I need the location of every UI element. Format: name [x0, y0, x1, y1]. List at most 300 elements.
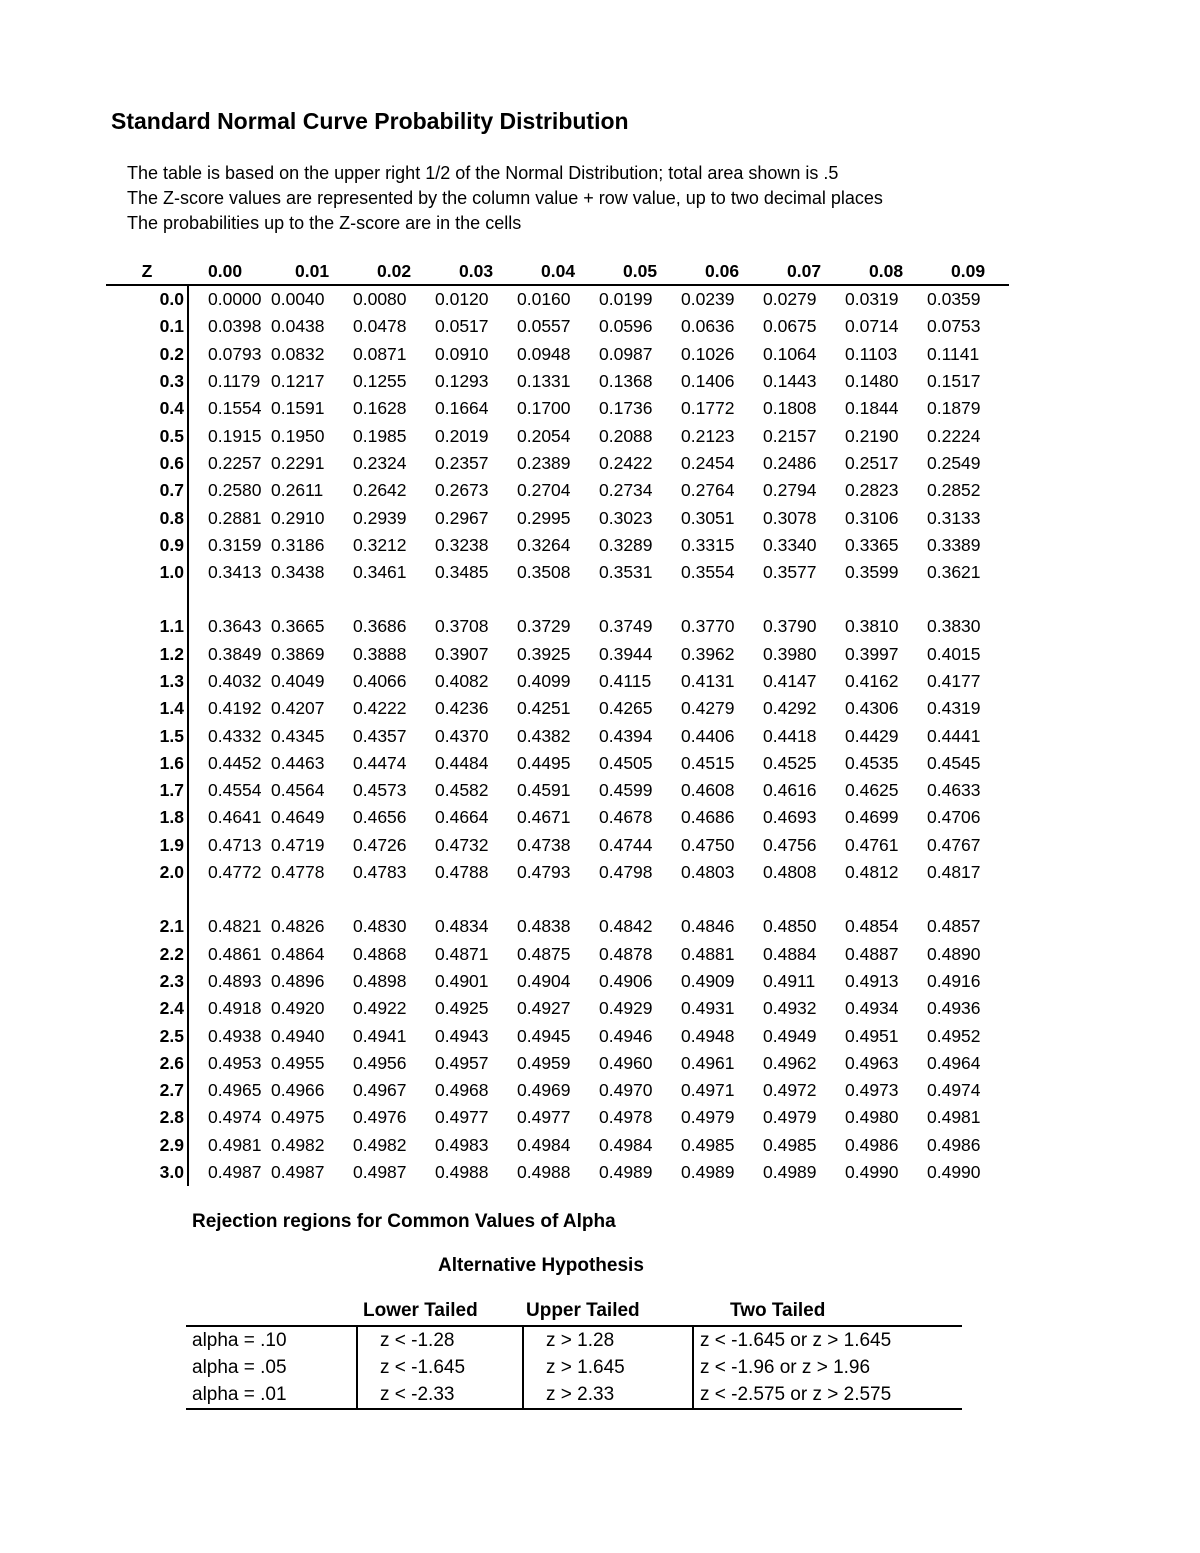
probability-cell: 0.4767: [927, 834, 981, 855]
z-table-row: [106, 504, 1009, 531]
probability-cell: [188, 586, 271, 613]
probability-cell: 0.4842: [599, 916, 653, 937]
probability-cell: 0.4732: [435, 834, 489, 855]
probability-cell: 0.4984: [517, 1134, 571, 1155]
probability-cell: 0.0753: [927, 316, 981, 337]
probability-cell: 0.4131: [681, 671, 735, 691]
probability-cell: 0.3289: [599, 534, 653, 555]
probability-cell: 0.4936: [927, 998, 981, 1019]
probability-cell: 0.1517: [927, 371, 981, 392]
probability-cell: 0.4015: [927, 643, 981, 664]
column-header: 0.06: [705, 260, 740, 281]
z-row-label: 1.3: [106, 668, 188, 695]
probability-cell: 0.4463: [271, 752, 325, 773]
probability-cell: 0.1950: [271, 425, 325, 446]
probability-cell: 0.2673: [435, 480, 489, 501]
z-table-row: [106, 941, 1009, 968]
probability-cell: 0.3554: [681, 562, 735, 583]
probability-cell: 0.1026: [681, 343, 735, 364]
probability-cell: 0.2454: [681, 452, 735, 473]
probability-cell: 0.0199: [599, 289, 653, 310]
probability-cell: 0.1879: [927, 398, 981, 419]
probability-cell: 0.4066: [353, 671, 407, 691]
probability-cell: 0.3078: [763, 507, 817, 528]
z-table-row: [106, 641, 1009, 668]
rejection-row: [186, 1326, 962, 1354]
description-line: The Z-score values are represented by the column value + row value, up to two decimal places: [127, 188, 883, 208]
probability-cell: 0.4772: [208, 862, 262, 883]
probability-cell: 0.4987: [353, 1162, 407, 1183]
probability-cell: 0.1664: [435, 398, 489, 419]
probability-cell: 0.4987: [208, 1162, 262, 1183]
z-table-row: [106, 1022, 1009, 1049]
probability-cell: 0.4896: [271, 970, 325, 991]
probability-cell: 0.4881: [681, 943, 735, 964]
probability-cell: 0.1700: [517, 398, 571, 419]
probability-cell: 0.4429: [845, 725, 899, 746]
probability-cell: 0.4878: [599, 943, 653, 964]
probability-cell: [435, 586, 517, 613]
probability-cell: 0.1915: [208, 425, 262, 446]
probability-cell: 0.0080: [353, 289, 407, 310]
probability-cell: 0.4971: [681, 1080, 735, 1101]
probability-cell: 0.3749: [599, 616, 653, 637]
probability-cell: 0.0948: [517, 343, 571, 364]
z-row-label: 0.9: [106, 532, 188, 559]
z-table-header-row: [106, 258, 1009, 285]
probability-cell: 0.2967: [435, 507, 489, 528]
z-table-row: [106, 1159, 1009, 1186]
probability-cell: 0.4978: [599, 1107, 653, 1128]
probability-cell: 0.4982: [271, 1134, 325, 1155]
probability-cell: 0.4986: [845, 1134, 899, 1155]
z-table-row: [106, 968, 1009, 995]
probability-cell: 0.0793: [208, 343, 262, 364]
probability-cell: 0.0675: [763, 316, 817, 337]
two-tailed-cell: z < -2.575 or z > 2.575: [693, 1381, 962, 1409]
z-row-label: 1.4: [106, 695, 188, 722]
probability-cell: 0.3708: [435, 616, 489, 637]
probability-cell: 0.3888: [353, 643, 407, 664]
probability-cell: 0.3577: [763, 562, 817, 583]
probability-cell: 0.4649: [271, 807, 325, 828]
z-row-label: 1.1: [106, 613, 188, 640]
probability-cell: 0.4988: [517, 1162, 571, 1183]
two-tailed-cell: z < -1.645 or z > 1.645: [693, 1326, 962, 1354]
probability-cell: 0.2123: [681, 425, 735, 446]
probability-cell: 0.0438: [271, 316, 325, 337]
probability-cell: 0.2190: [845, 425, 899, 446]
probability-cell: 0.3485: [435, 562, 489, 583]
probability-cell: 0.0040: [271, 289, 325, 310]
z-row-label: 1.0: [106, 559, 188, 586]
probability-cell: 0.4977: [435, 1107, 489, 1128]
column-header: 0.07: [787, 260, 822, 281]
probability-cell: 0.2580: [208, 480, 262, 501]
probability-cell: 0.1844: [845, 398, 899, 419]
probability-cell: [927, 586, 1009, 613]
probability-cell: 0.4931: [681, 998, 735, 1019]
probability-cell: 0.4693: [763, 807, 817, 828]
probability-cell: 0.1772: [681, 398, 735, 419]
probability-cell: 0.1179: [208, 371, 261, 392]
probability-cell: 0.4798: [599, 862, 653, 883]
probability-cell: 0.4192: [208, 698, 262, 719]
probability-cell: 0.3238: [435, 534, 489, 555]
probability-cell: 0.3508: [517, 562, 571, 583]
probability-cell: 0.4986: [927, 1134, 981, 1155]
z-row-label: 0.7: [106, 477, 188, 504]
column-header: 0.05: [623, 260, 658, 281]
probability-cell: 0.4222: [353, 698, 407, 719]
rejection-header-blank: [186, 1297, 357, 1326]
probability-cell: 0.4599: [599, 780, 653, 801]
probability-cell: 0.3686: [353, 616, 407, 637]
probability-cell: 0.3997: [845, 643, 899, 664]
alpha-label: alpha = .05: [192, 1356, 287, 1378]
probability-cell: 0.4686: [681, 807, 735, 828]
probability-cell: 0.4177: [927, 671, 981, 691]
probability-cell: 0.0279: [763, 289, 817, 310]
probability-cell: 0.3665: [271, 616, 325, 637]
probability-cell: 0.4817: [927, 862, 981, 883]
probability-cell: 0.4927: [517, 998, 571, 1019]
probability-cell: 0.4938: [208, 1025, 262, 1046]
probability-cell: 0.4979: [681, 1107, 735, 1128]
probability-cell: 0.0832: [271, 343, 325, 364]
probability-cell: 0.4973: [845, 1080, 899, 1101]
probability-cell: 0.4821: [208, 916, 262, 937]
probability-cell: 0.4904: [517, 970, 571, 991]
alpha-label: alpha = .10: [192, 1329, 287, 1351]
probability-cell: 0.4953: [208, 1052, 262, 1073]
probability-cell: 0.4251: [517, 698, 571, 719]
probability-cell: 0.4846: [681, 916, 735, 937]
probability-cell: 0.4977: [517, 1107, 571, 1128]
probability-cell: 0.4940: [271, 1025, 325, 1046]
probability-cell: 0.4738: [517, 834, 571, 855]
probability-cell: 0.4964: [927, 1052, 981, 1073]
column-header: 0.04: [541, 260, 576, 281]
z-row-label: 0.6: [106, 450, 188, 477]
probability-cell: 0.4989: [681, 1162, 735, 1183]
probability-cell: 0.0239: [681, 289, 735, 310]
probability-cell: 0.2224: [927, 425, 981, 446]
z-table-row: [106, 285, 1009, 313]
probability-cell: 0.4406: [681, 725, 735, 746]
probability-cell: 0.1628: [353, 398, 407, 419]
probability-cell: 0.4898: [353, 970, 407, 991]
z-row-label: 2.6: [106, 1050, 188, 1077]
z-table-row: [106, 450, 1009, 477]
probability-cell: 0.0596: [599, 316, 653, 337]
probability-cell: 0.2910: [271, 507, 325, 528]
probability-cell: 0.4783: [353, 862, 407, 883]
upper-tailed-cell: z > 1.645: [523, 1354, 693, 1381]
z-row-label: 1.7: [106, 777, 188, 804]
probability-cell: 0.4664: [435, 807, 489, 828]
probability-cell: 0.1736: [599, 398, 653, 419]
probability-cell: 0.4756: [763, 834, 817, 855]
probability-cell: 0.4082: [435, 671, 489, 691]
z-table-row: [106, 722, 1009, 749]
probability-cell: 0.4778: [271, 862, 325, 883]
z-table-row: [106, 1077, 1009, 1104]
probability-cell: 0.4452: [208, 752, 262, 773]
probability-cell: 0.4750: [681, 834, 735, 855]
probability-cell: 0.4925: [435, 998, 489, 1019]
probability-cell: 0.2157: [763, 425, 817, 446]
z-table-row: [106, 1104, 1009, 1131]
probability-cell: 0.3810: [845, 616, 899, 637]
probability-cell: [599, 886, 681, 913]
probability-cell: 0.2642: [353, 480, 407, 501]
rejection-row: [186, 1381, 962, 1409]
z-table-row: [106, 695, 1009, 722]
z-table-row: [106, 668, 1009, 695]
probability-cell: 0.4989: [599, 1162, 653, 1183]
probability-cell: 0.4306: [845, 698, 899, 719]
probability-cell: 0.4989: [763, 1162, 817, 1183]
probability-cell: 0.4920: [271, 998, 325, 1019]
probability-cell: 0.4946: [599, 1025, 653, 1046]
probability-cell: 0.4515: [681, 752, 735, 773]
probability-cell: 0.2734: [599, 480, 653, 501]
probability-cell: 0.2794: [763, 480, 817, 501]
description-line: The table is based on the upper right 1/2 of the Normal Distribution; total area shown is .5: [127, 163, 839, 183]
probability-cell: 0.4484: [435, 752, 489, 773]
probability-cell: 0.4966: [271, 1080, 325, 1101]
probability-cell: 0.4049: [271, 671, 325, 691]
probability-cell: [271, 586, 353, 613]
probability-cell: 0.4957: [435, 1052, 489, 1073]
z-row-label: 2.0: [106, 859, 188, 886]
probability-cell: 0.2088: [599, 425, 653, 446]
probability-cell: 0.3849: [208, 643, 262, 664]
probability-cell: 0.4974: [927, 1080, 981, 1101]
probability-cell: 0.4744: [599, 834, 653, 855]
z-table-spacer-row: [106, 886, 1009, 913]
probability-cell: 0.0359: [927, 289, 981, 310]
probability-cell: 0.2517: [845, 452, 899, 473]
probability-cell: 0.4147: [763, 671, 817, 691]
probability-cell: 0.4918: [208, 998, 262, 1019]
probability-cell: 0.4887: [845, 943, 899, 964]
probability-cell: 0.0517: [435, 316, 489, 337]
probability-cell: 0.4949: [763, 1025, 817, 1046]
probability-cell: 0.4608: [681, 780, 735, 801]
probability-cell: [845, 886, 927, 913]
z-table-row: [106, 750, 1009, 777]
rejection-row: [186, 1354, 962, 1381]
probability-cell: 0.4911: [763, 970, 816, 991]
probability-cell: 0.4906: [599, 970, 653, 991]
probability-cell: 0.4812: [845, 862, 899, 883]
z-row-label: [106, 886, 188, 913]
probability-cell: 0.2291: [271, 452, 325, 473]
rejection-title: Rejection regions for Common Values of Alpha: [192, 1211, 616, 1232]
z-row-label: 2.4: [106, 995, 188, 1022]
probability-cell: 0.1985: [353, 425, 407, 446]
upper-tailed-cell: z > 2.33: [523, 1381, 693, 1409]
probability-cell: 0.4922: [353, 998, 407, 1019]
probability-cell: 0.4981: [208, 1134, 262, 1155]
probability-cell: 0.4726: [353, 834, 407, 855]
probability-cell: 0.3729: [517, 616, 571, 637]
z-table-row: [106, 422, 1009, 449]
probability-cell: 0.4972: [763, 1080, 817, 1101]
upper-tailed-cell: z > 1.28: [523, 1326, 693, 1354]
probability-cell: 0.4968: [435, 1080, 489, 1101]
description: [127, 161, 883, 236]
probability-cell: 0.3340: [763, 534, 817, 555]
probability-cell: 0.4788: [435, 862, 489, 883]
probability-cell: [681, 886, 763, 913]
probability-cell: 0.4985: [681, 1134, 735, 1155]
probability-cell: 0.4591: [517, 780, 571, 801]
z-row-label: 1.9: [106, 832, 188, 859]
probability-cell: 0.4974: [208, 1107, 262, 1128]
probability-cell: 0.4955: [271, 1052, 325, 1073]
probability-cell: 0.4292: [763, 698, 817, 719]
probability-cell: 0.4934: [845, 998, 899, 1019]
lower-tailed-cell: z < -1.28: [357, 1326, 523, 1354]
probability-cell: 0.3461: [353, 562, 407, 583]
probability-cell: 0.4357: [353, 725, 407, 746]
z-row-label: [106, 586, 188, 613]
probability-cell: 0.4959: [517, 1052, 571, 1073]
probability-cell: 0.3051: [681, 507, 735, 528]
z-table-row: [106, 995, 1009, 1022]
z-row-label: 0.5: [106, 422, 188, 449]
probability-cell: 0.0000: [208, 289, 262, 310]
probability-cell: [517, 586, 599, 613]
z-table-row: [106, 1132, 1009, 1159]
z-row-label: 2.3: [106, 968, 188, 995]
probability-cell: 0.3133: [927, 507, 981, 528]
column-header: 0.01: [295, 260, 330, 281]
probability-cell: 0.2852: [927, 480, 981, 501]
probability-cell: 0.4982: [353, 1134, 407, 1155]
z-table-row: [106, 532, 1009, 559]
probability-cell: 0.2357: [435, 452, 489, 473]
probability-cell: 0.4332: [208, 725, 262, 746]
probability-cell: 0.4582: [435, 780, 489, 801]
probability-cell: 0.4115: [599, 671, 652, 691]
probability-cell: 0.4951: [845, 1025, 899, 1046]
probability-cell: 0.3365: [845, 534, 899, 555]
probability-cell: 0.4875: [517, 943, 571, 964]
header-lower-tailed: Lower Tailed: [363, 1300, 478, 1321]
z-table-row: [106, 341, 1009, 368]
probability-cell: 0.4983: [435, 1134, 489, 1155]
probability-cell: 0.1368: [599, 371, 653, 392]
probability-cell: 0.4976: [353, 1107, 407, 1128]
probability-cell: 0.4988: [435, 1162, 489, 1183]
probability-cell: 0.2324: [353, 452, 407, 473]
probability-cell: 0.4761: [845, 834, 899, 855]
probability-cell: 0.0160: [517, 289, 571, 310]
z-row-label: 0.0: [106, 285, 188, 313]
probability-cell: 0.4699: [845, 807, 899, 828]
probability-cell: 0.4808: [763, 862, 817, 883]
probability-cell: 0.1217: [271, 371, 325, 392]
probability-cell: 0.4678: [599, 807, 653, 828]
probability-cell: 0.3643: [208, 616, 262, 637]
probability-cell: 0.4573: [353, 780, 407, 801]
probability-cell: 0.3023: [599, 507, 653, 528]
probability-cell: 0.1293: [435, 371, 489, 392]
z-row-label: 2.9: [106, 1132, 188, 1159]
probability-cell: 0.4884: [763, 943, 817, 964]
probability-cell: 0.3186: [271, 534, 325, 555]
probability-cell: 0.2704: [517, 480, 571, 501]
z-row-label: 3.0: [106, 1159, 188, 1186]
probability-cell: 0.4265: [599, 698, 653, 719]
z-table-row: [106, 1050, 1009, 1077]
probability-cell: 0.2611: [271, 480, 324, 501]
probability-cell: 0.4969: [517, 1080, 571, 1101]
probability-cell: 0.2881: [208, 507, 262, 528]
probability-cell: [271, 886, 353, 913]
probability-cell: 0.1480: [845, 371, 899, 392]
probability-cell: 0.4868: [353, 943, 407, 964]
alternative-hypothesis-title: Alternative Hypothesis: [438, 1255, 644, 1276]
probability-cell: 0.4929: [599, 998, 653, 1019]
probability-cell: 0.3264: [517, 534, 571, 555]
rejection-header-row: [186, 1297, 962, 1326]
probability-cell: 0.3621: [927, 562, 981, 583]
probability-cell: 0.2939: [353, 507, 407, 528]
probability-cell: 0.2019: [435, 425, 489, 446]
probability-cell: 0.4984: [599, 1134, 653, 1155]
probability-cell: 0.1064: [763, 343, 817, 364]
probability-cell: 0.4474: [353, 752, 407, 773]
probability-cell: 0.4987: [271, 1162, 325, 1183]
probability-cell: 0.4985: [763, 1134, 817, 1155]
z-row-label: 1.5: [106, 722, 188, 749]
probability-cell: 0.3962: [681, 643, 735, 664]
probability-cell: 0.4965: [208, 1080, 262, 1101]
probability-cell: [763, 586, 845, 613]
probability-cell: 0.0398: [208, 316, 262, 337]
probability-cell: 0.4967: [353, 1080, 407, 1101]
probability-cell: 0.4916: [927, 970, 981, 991]
probability-cell: 0.4893: [208, 970, 262, 991]
description-line: The probabilities up to the Z-score are in the cells: [127, 213, 522, 233]
probability-cell: 0.4633: [927, 780, 981, 801]
probability-cell: 0.2422: [599, 452, 653, 473]
probability-cell: 0.4834: [435, 916, 489, 937]
probability-cell: 0.3925: [517, 643, 571, 664]
z-row-label: 2.7: [106, 1077, 188, 1104]
z-row-label: 2.8: [106, 1104, 188, 1131]
probability-cell: 0.4319: [927, 698, 981, 719]
probability-cell: 0.4970: [599, 1080, 653, 1101]
probability-cell: 0.3944: [599, 643, 653, 664]
probability-cell: 0.4719: [271, 834, 325, 855]
probability-cell: 0.1443: [763, 371, 817, 392]
z-table-row: [106, 913, 1009, 940]
probability-cell: 0.4963: [845, 1052, 899, 1073]
probability-cell: 0.3599: [845, 562, 899, 583]
probability-cell: 0.3159: [208, 534, 262, 555]
probability-cell: 0.3106: [845, 507, 899, 528]
probability-cell: 0.0910: [435, 343, 489, 364]
z-row-label: 0.4: [106, 395, 188, 422]
probability-cell: [188, 886, 271, 913]
probability-cell: 0.4495: [517, 752, 571, 773]
